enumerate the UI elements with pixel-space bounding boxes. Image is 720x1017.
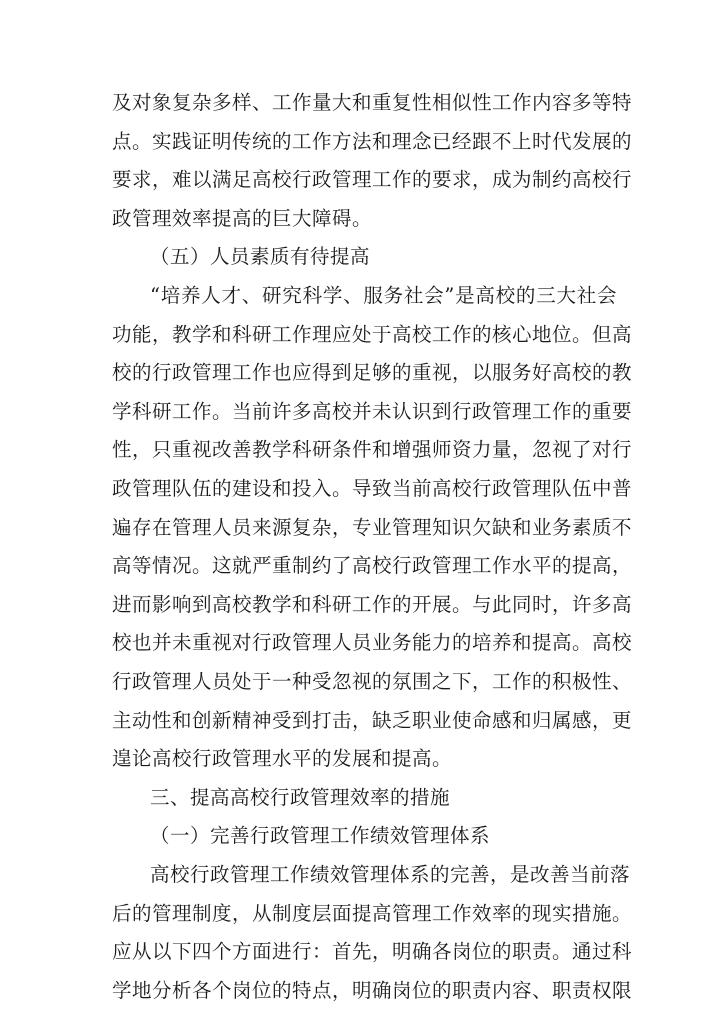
section-heading: （五）人员素质有待提高: [150, 245, 371, 269]
text-line: 校的行政管理工作也应得到足够的重视，以服务好高校的教: [112, 361, 633, 385]
text-line: 及对象复杂多样、工作量大和重复性相似性工作内容多等特: [112, 91, 633, 114]
text-line: 政管理队伍的建设和投入。导致当前高校行政管理队伍中普: [112, 477, 633, 500]
paragraph-first-line: 高校行政管理工作绩效管理体系的完善，是改善当前落: [150, 863, 631, 886]
text-line: 主动性和创新精神受到打击，缺乏职业使命感和归属感，更: [112, 708, 633, 732]
paragraph-first-line: “培养人才、研究科学、服务社会”是高校的三大社会: [150, 284, 617, 307]
text-line: 应从以下四个方面进行：首先，明确各岗位的职责。通过科: [112, 940, 633, 964]
text-line: 点。实践证明传统的工作方法和理念已经跟不上时代发展的: [112, 129, 633, 153]
text-line: 功能，教学和科研工作理应处于高校工作的核心地位。但高: [112, 322, 633, 346]
text-line: 校也并未重视对行政管理人员业务能力的培养和提高。高校: [112, 631, 633, 655]
text-line: 遍存在管理人员来源复杂，专业管理知识欠缺和业务素质不: [112, 515, 633, 539]
subsection-heading: （一）完善行政管理工作绩效管理体系: [150, 824, 491, 848]
text-line: 后的管理制度，从制度层面提高管理工作效率的现实措施。: [112, 901, 633, 925]
text-line: 遑论高校行政管理水平的发展和提高。: [112, 747, 453, 771]
text-line: 政管理效率提高的巨大障碍。: [112, 206, 373, 230]
text-line: 性，只重视改善教学科研条件和增强师资力量，忽视了对行: [112, 438, 633, 462]
section-heading: 三、提高高校行政管理效率的措施: [150, 785, 451, 809]
text-line: 高等情况。这就严重制约了高校行政管理工作水平的提高，: [112, 554, 633, 578]
text-line: 学地分析各个岗位的特点，明确岗位的职责内容、职责权限: [112, 978, 633, 1002]
text-line: 学科研工作。当前许多高校并未认识到行政管理工作的重要: [112, 399, 633, 423]
text-line: 进而影响到高校教学和科研工作的开展。与此同时，许多高: [112, 592, 633, 616]
text-line: 行政管理人员处于一种受忽视的氛围之下，工作的积极性、: [112, 670, 633, 693]
text-line: 要求，难以满足高校行政管理工作的要求，成为制约高校行: [112, 168, 633, 192]
